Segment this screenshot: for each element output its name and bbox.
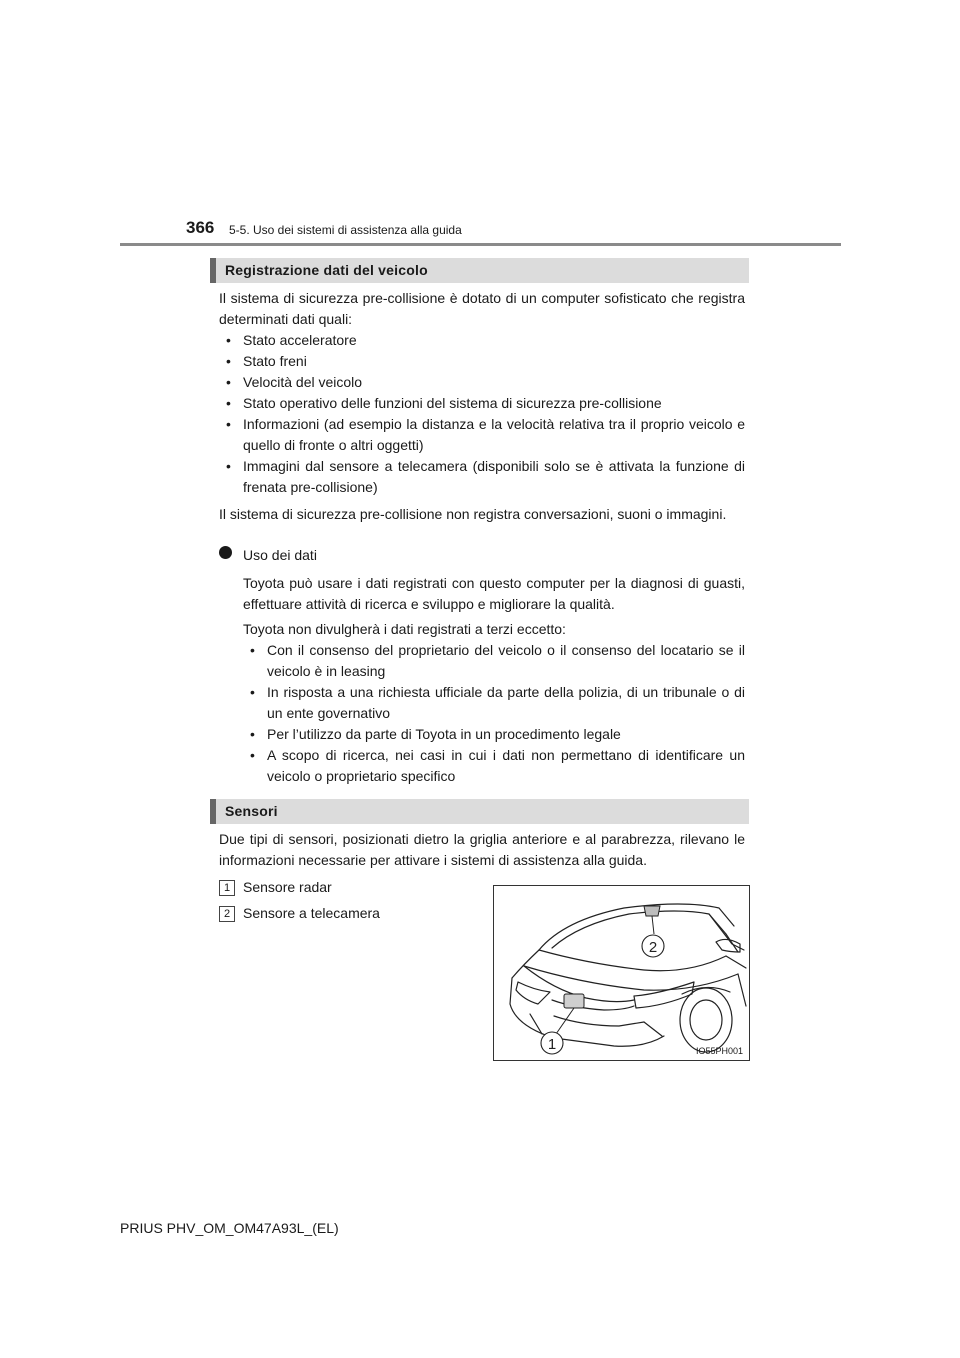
no-recording-note: Il sistema di sicurezza pre-collisione non registra conversazioni, suoni o immagini. [219, 506, 727, 522]
list-item: • Stato freni [226, 351, 745, 372]
list-item: • Informazioni (ad esempio la distanza e la velocità relativa tra il proprio veicolo e quello di fronte o altri oggetti) [226, 414, 745, 456]
list-item: • Velocità del veicolo [226, 372, 745, 393]
callout-1-text: 1 [547, 1036, 557, 1053]
data-use-text: Toyota può usare i dati registrati con questo computer per la diagnosi di guasti, effettuare attività di ricerca e sviluppo e migliorare la qualità. [243, 575, 745, 612]
list-item: • Stato acceleratore [226, 330, 745, 351]
callout-number-1: 1 [219, 880, 235, 896]
registration-intro: Il sistema di sicurezza pre-collisione è dotato di un computer sofisticato che registra determinati dati quali: [219, 290, 745, 327]
sensors-intro: Due tipi di sensori, posizionati dietro la griglia anteriore e al parabrezza, rilevano le informazioni necessarie per attivare i sistemi di assistenza alla guida. [219, 831, 745, 868]
list-item: • A scopo di ricerca, nei casi in cui i dati non permettano di identificare un veicolo o proprietario specifico [250, 745, 745, 787]
list-item: • Immagini dal sensore a telecamera (disponibili solo se è attivata la funzione di frenata pre-collisione) [226, 456, 745, 498]
section-path: 5-5. Uso dei sistemi di assistenza alla guida [229, 223, 462, 237]
header-rule [120, 243, 841, 246]
disclosure-intro: Toyota non divulgherà i dati registrati a terzi eccetto: [243, 621, 566, 637]
recorded-data-list [226, 330, 745, 498]
figure-code: IO55PH001 [695, 1046, 743, 1056]
radar-sensor-icon [564, 994, 584, 1008]
camera-sensor-icon [644, 906, 660, 916]
list-item: • Con il consenso del proprietario del veicolo o il consenso del locatario se il veicolo è in leasing [250, 640, 745, 682]
label-camera-sensor: Sensore a telecamera [243, 905, 380, 921]
car-sensor-illustration [493, 885, 750, 1061]
page-number: 366 [186, 218, 215, 237]
section-heading-registration [210, 258, 749, 283]
label-radar-sensor: Sensore radar [243, 879, 332, 895]
circle-bullet-icon [219, 546, 232, 559]
section-heading-text: Sensori [225, 803, 278, 819]
car-illustration [494, 886, 749, 1060]
section-heading-sensors [210, 799, 749, 824]
list-item: • Per l’utilizzo da parte di Toyota in un procedimento legale [250, 724, 745, 745]
callout-2-text: 2 [648, 939, 658, 956]
disclosure-list [250, 640, 745, 787]
list-item: • Stato operativo delle funzioni del sistema di sicurezza pre-collisione [226, 393, 745, 414]
document-code: PRIUS PHV_OM_OM47A93L_(EL) [120, 1220, 339, 1236]
list-item: • In risposta a una richiesta ufficiale da parte della polizia, di un tribunale o di un ente governativo [250, 682, 745, 724]
callout-number-2: 2 [219, 906, 235, 922]
data-use-subheading: Uso dei dati [243, 547, 317, 563]
section-heading-text: Registrazione dati del veicolo [225, 262, 428, 278]
